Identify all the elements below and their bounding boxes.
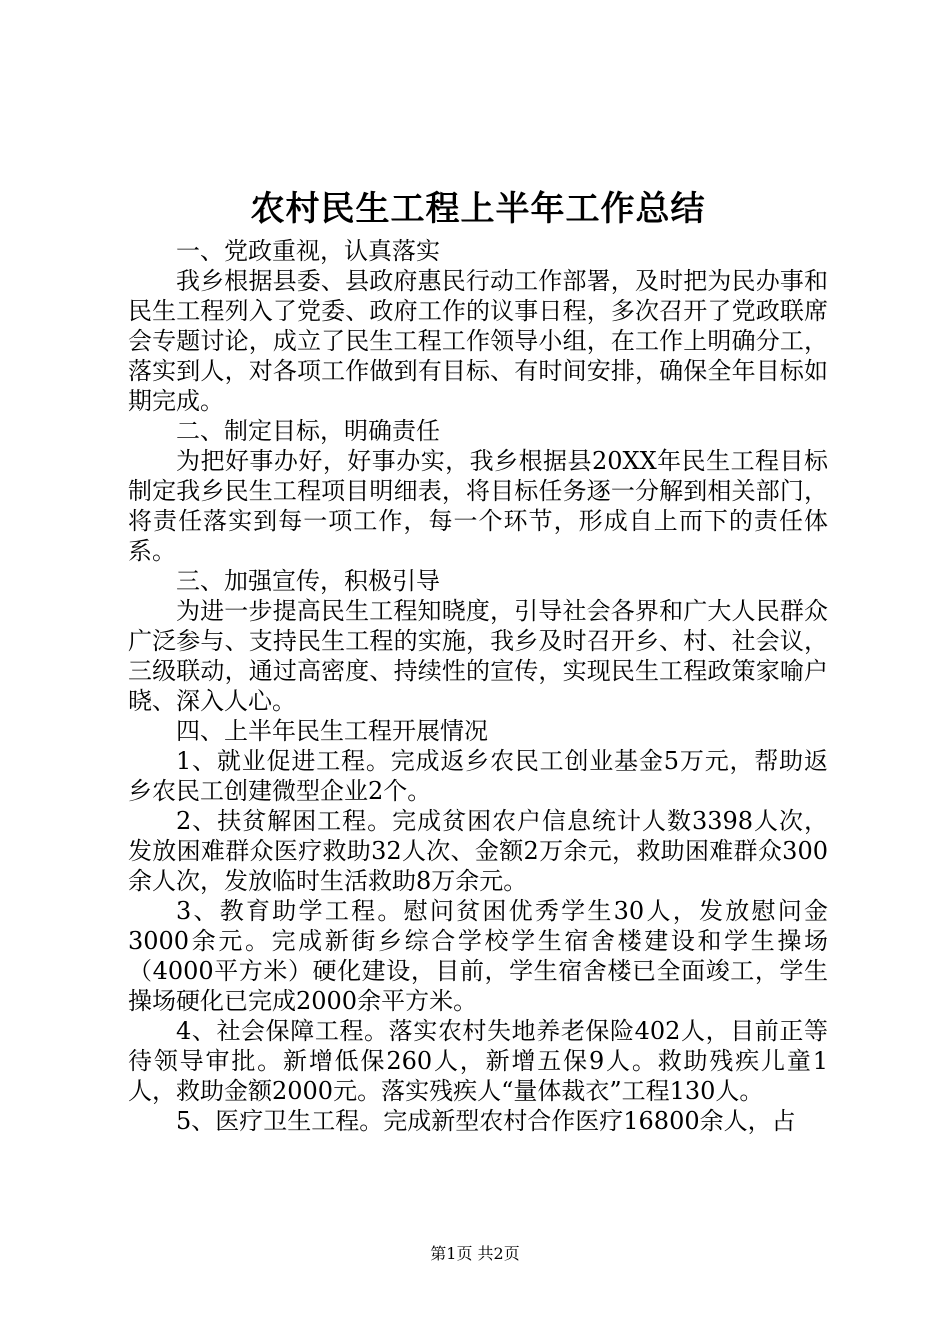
section-heading-1: 一、党政重视，认真落实 bbox=[176, 237, 440, 265]
section-heading-3: 三、加强宣传，积极引导 bbox=[176, 567, 440, 595]
document-page bbox=[128, 184, 828, 1136]
page-number-footer: 第1页 共2页 bbox=[430, 1244, 520, 1263]
paragraph-3: 为进一步提高民生工程知晓度，引导社会各界和广大人民群众广泛参与、支持民生工程的实施，我乡及时召开乡、村、社会议，三级联动，通过高密度、持续性的宣传，实现民生工程政策家喻户晓、深入人心。 bbox=[128, 597, 828, 715]
item-social-security: 4、社会保障工程。落实农村失地养老保险402人，目前正等待领导审批。新增低保260人，新增五保9人。救助残疾儿童1人，救助金额2000元。落实残疾人“量体裁衣”工程130人。 bbox=[128, 1017, 828, 1105]
item-education-aid: 3、教育助学工程。慰问贫困优秀学生30人，发放慰问金3000余元。完成新街乡综合学校学生宿舍楼建设和学生操场（4000平方米）硬化建设，目前，学生宿舍楼已全面竣工，学生操场硬化已完成2000余平方米。 bbox=[128, 897, 828, 1015]
item-poverty-relief: 2、扶贫解困工程。完成贫困农户信息统计人数3398人次，发放困难群众医疗救助32人次、金额2万余元，救助困难群众300余人次，发放临时生活救助8万余元。 bbox=[128, 807, 828, 895]
item-medical-health: 5、医疗卫生工程。完成新型农村合作医疗16800余人，占 bbox=[176, 1107, 796, 1135]
paragraph-2: 为把好事办好，好事办实，我乡根据县20XX年民生工程目标制定我乡民生工程项目明细表，将目标任务逐一分解到相关部门，将责任落实到每一项工作，每一个环节，形成自上而下的责任体系。 bbox=[128, 447, 828, 565]
item-employment: 1、就业促进工程。完成返乡农民工创业基金5万元，帮助返乡农民工创建微型企业2个。 bbox=[128, 747, 828, 805]
section-heading-4: 四、上半年民生工程开展情况 bbox=[176, 717, 488, 745]
document-title: 农村民生工程上半年工作总结 bbox=[250, 189, 706, 229]
section-heading-2: 二、制定目标，明确责任 bbox=[176, 417, 440, 445]
paragraph-1: 我乡根据县委、县政府惠民行动工作部署，及时把为民办事和民生工程列入了党委、政府工作的议事日程，多次召开了党政联席会专题讨论，成立了民生工程工作领导小组，在工作上明确分工，落实到人，对各项工作做到有目标、有时间安排，确保全年目标如期完成。 bbox=[128, 267, 828, 415]
